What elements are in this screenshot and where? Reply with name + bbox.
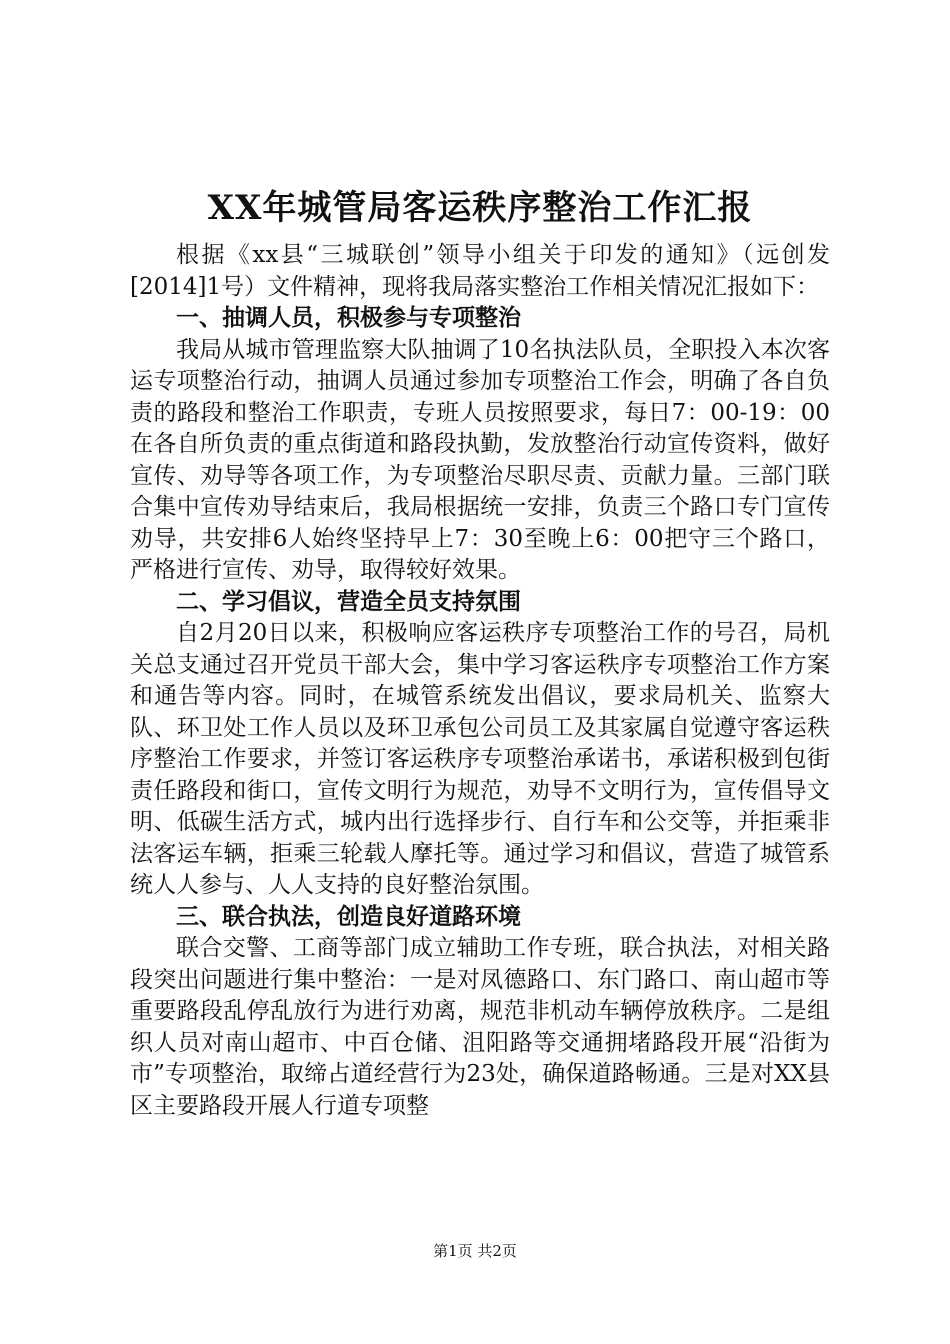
section-2-heading: 二、学习倡议，营造全员支持氛围 [176,588,521,615]
page-number-footer: 第1页 共2页 [433,1242,517,1260]
section-1-heading: 一、抽调人员，积极参与专项整治 [176,305,521,331]
section-3-heading: 三、联合执法，创造良好道路环境 [176,903,521,930]
section-1-body: 我局从城市管理监察大队抽调了10名执法队员，全职投入本次客运专项整治行动，抽调人员通过参加专项整治工作会，明确了各自负责的路段和整治工作职责，专班人员按照要求，每日7：00-19：00在各自所负责的重点街道和路段执勤，发放整治行动宣传资料，做好宣传、劝导等各项工作，为专项整治尽职尽责、贡献力量。三部门联合集中宣传劝导结束后，我局根据统一安排，负责三个路口专门宣传劝导，共安排6人始终坚持早上7：30至晚上6：00把守三个路口，严格进行宣传、劝导，取得较好效果。 [130,336,830,583]
section-2-body: 自2月20日以来，积极响应客运秩序专项整治工作的号召，局机关总支通过召开党员干部大会，集中学习客运秩序专项整治工作方案和通告等内容。同时，在城管系统发出倡议，要求局机关、监察大队、环卫处工作人员以及环卫承包公司员工及其家属自觉遵守客运秩序整治工作要求，并签订客运秩序专项整治承诺书，承诺积极到包街责任路段和街口，宣传文明行为规范，劝导不文明行为，宣传倡导文明、低碳生活方式，城内出行选择步行、自行车和公交等，并拒乘非法客运车辆，拒乘三轮载人摩托等。通过学习和倡议，营造了城管系统人人参与、人人支持的良好整治氛围。 [130,620,830,898]
document-title: XX年城管局客运秩序整治工作汇报 [207,188,753,228]
intro-paragraph: 根据《xx县“三城联创”领导小组关于印发的通知》（远创发[2014]1号）文件精神，现将我局落实整治工作相关情况汇报如下： [130,242,830,300]
section-3-body: 联合交警、工商等部门成立辅助工作专班，联合执法，对相关路段突出问题进行集中整治：一是对凤德路口、东门路口、南山超市等重要路段乱停乱放行为进行劝离，规范非机动车辆停放秩序。二是组织人员对南山超市、中百仓储、沮阳路等交通拥堵路段开展“沿街为市”专项整治，取缔占道经营行为23处，确保道路畅通。三是对XX县区主要路段开展人行道专项整 [130,935,830,1119]
document-page [130,180,830,1122]
